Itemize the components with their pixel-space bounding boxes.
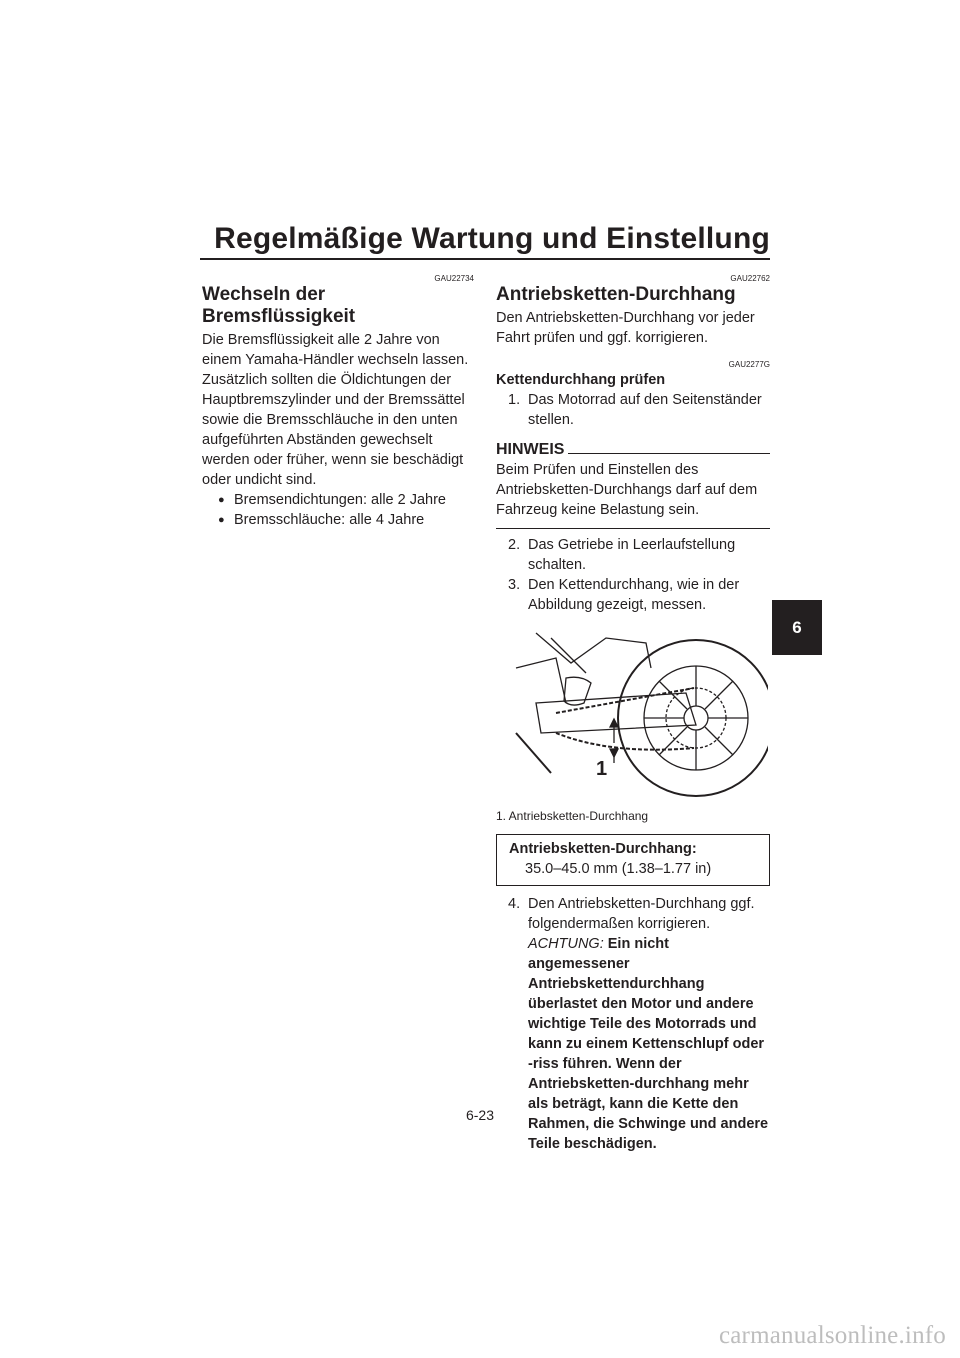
note-end-rule — [496, 528, 770, 529]
section-code: GAU22762 — [730, 274, 770, 283]
slack-arrow-up-head — [610, 719, 618, 727]
header-rule — [200, 258, 770, 260]
list-item-label: Bremsendichtungen: alle 2 Jahre — [234, 492, 446, 508]
step-text: Den Antriebsketten-Durchhang ggf. folgendermaßen korrigieren. — [528, 896, 755, 932]
bullet-icon: ● — [218, 514, 225, 526]
list-item — [202, 490, 474, 510]
frame-line — [536, 633, 651, 668]
wheel-spoke — [644, 666, 748, 770]
step-text: Den Kettendurchhang, wie in der Abbildung gezeigt, messen. — [528, 577, 740, 613]
step-number: 4. — [508, 896, 521, 912]
spec-box — [496, 834, 770, 886]
page-number: 6-23 — [465, 1107, 495, 1123]
frame-line — [516, 658, 566, 703]
warning-label: ACHTUNG: — [528, 936, 604, 952]
rear-hub — [684, 706, 708, 730]
step-number: 3. — [508, 577, 521, 593]
spec-value: 35.0–45.0 mm (1.38–1.77 in) — [525, 861, 712, 877]
step-item — [496, 390, 770, 430]
subsection-code: GAU2277G — [728, 360, 770, 369]
step-number: 2. — [508, 537, 521, 553]
step-item — [496, 575, 770, 615]
slack-arrow-down-head — [610, 749, 618, 757]
figure-callout: 1 — [596, 758, 608, 780]
right-column — [496, 274, 770, 1154]
subsection-heading: Kettendurchhang prüfen — [496, 372, 666, 388]
body-text: Die Bremsflüssigkeit alle 2 Jahre von einem Yamaha-Händler wechseln lassen. Zusätzlich sollten die Öldichtungen der Hauptbremszylinder und der Bremssättel sowie die Bremsschläuche in den unten aufgeführten Abständen gewechselt werden oder früher, wenn sie beschädigt oder undicht sind. — [202, 332, 469, 488]
figure-caption: 1. Antriebsketten-Durchhang — [496, 809, 649, 823]
note-text: Beim Prüfen und Einstellen des Antriebsketten-Durchhangs darf auf dem Fahrzeug keine Belastung sein. — [496, 462, 758, 518]
kickstand — [516, 733, 551, 773]
chapter-tab: 6 — [772, 600, 822, 655]
chain-slack-illustration — [496, 623, 768, 798]
left-column — [202, 274, 474, 530]
section-heading: Wechseln der Bremsflüssigkeit — [202, 284, 356, 327]
list-item-label: Bremsschläuche: alle 4 Jahre — [234, 512, 425, 528]
page-title: Regelmäßige Wartung und Einstellung — [214, 222, 770, 255]
step-item — [496, 535, 770, 575]
section-heading: Antriebsketten-Durchhang — [496, 284, 736, 305]
bullet-icon: ● — [218, 494, 225, 506]
spec-label: Antriebsketten-Durchhang: — [509, 841, 697, 857]
intro-text: Den Antriebsketten-Durchhang vor jeder Fahrt prüfen und ggf. korrigieren. — [496, 310, 755, 346]
step-number: 1. — [508, 392, 521, 408]
note-label: HINWEIS — [496, 441, 565, 458]
watermark: carmanualsonline.info — [718, 1322, 946, 1349]
note-header — [496, 440, 770, 460]
warning-body: Ein nicht angemessener Antriebskettendurchhang überlastet den Motor und andere wichtige Teile des Motorrads und kann zu einem Kettenschlupf oder -riss führen. Wenn der Antriebsketten-durchhang mehr als beträgt, kann die Kette den Rahmen, die Schwinge und andere Teile beschädigen. — [528, 936, 769, 1152]
list-item — [202, 510, 474, 530]
step-text: Das Getriebe in Leerlaufstellung schalten. — [528, 537, 736, 573]
step-text: Das Motorrad auf den Seitenständer stellen. — [528, 392, 762, 428]
section-code: GAU22734 — [434, 274, 474, 283]
note-rule — [568, 453, 770, 454]
